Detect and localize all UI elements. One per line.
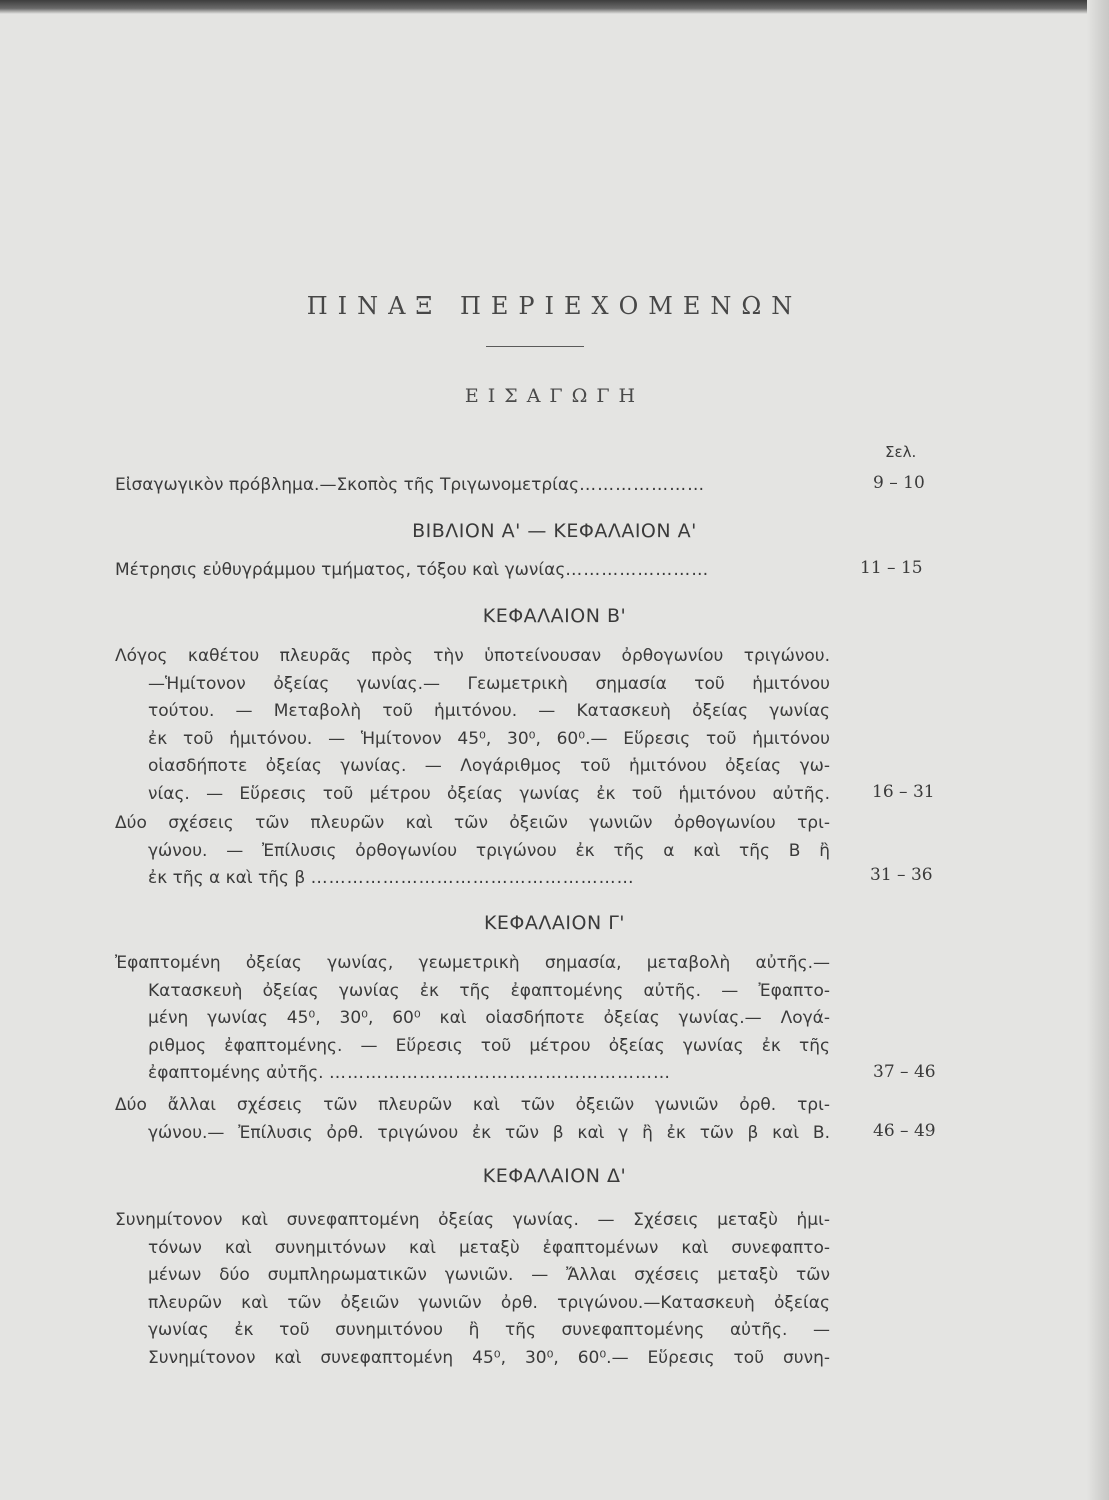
scan-edge-right	[1087, 0, 1109, 1500]
toc-entry-ch-c-1	[115, 950, 830, 1088]
toc-entry-line: ριθμος ἐφαπτομένης. — Εὕρεσις τοῦ μέτρου ὀξείας γωνίας ἐκ τῆς	[148, 1035, 830, 1056]
page-column-label: Σελ.	[885, 443, 917, 461]
toc-entry-line: —Ἡμίτονον ὀξείας γωνίας.— Γεωμετρικὴ σημασία τοῦ ἡμιτόνου	[148, 673, 830, 694]
toc-entry-line: Συνημίτονον καὶ συνεφαπτομένη ὀξείας γωνίας. — Σχέσεις μεταξὺ ἡμι-	[115, 1210, 830, 1230]
toc-entry-text: ἐφαπτομένης αὐτῆς.	[148, 1063, 324, 1083]
toc-entry-line: γώνου.— Ἐπίλυσις ὀρθ. τριγώνου ἐκ τῶν β καὶ γ ἢ ἐκ τῶν β καὶ Β.	[148, 1122, 830, 1143]
toc-entry-line: πλευρῶν καὶ τῶν ὀξειῶν γωνιῶν ὀρθ. τριγώνου.—Κατασκευὴ ὀξείας	[148, 1292, 830, 1313]
leader-dots: …………………	[579, 475, 706, 495]
toc-entry-line: Λόγος καθέτου πλευρᾶς πρὸς τὴν ὑποτείνουσαν ὀρθογωνίου τριγώνου.	[115, 646, 830, 666]
toc-entry-text: Εἰσαγωγικὸν πρόβλημα.—Σκοπὸς τῆς Τριγωνομετρίας	[115, 475, 580, 495]
toc-page-ref: 11 – 15	[860, 558, 923, 578]
toc-page-ref: 37 – 46	[873, 1062, 936, 1082]
scan-edge-top	[0, 0, 1109, 14]
toc-entry-ch-b-1	[115, 643, 830, 808]
toc-entry-ch-a	[115, 557, 830, 585]
leader-dots: ……………………	[565, 560, 710, 580]
toc-entry-line: οἱασδήποτε ὀξείας γωνίας. — Λογάριθμος τοῦ ἡμιτόνου ὀξείας γω-	[148, 756, 830, 776]
toc-entry-line: Ἐφαπτομένη ὀξείας γωνίας, γεωμετρικὴ σημασία, μεταβολὴ αὐτῆς.—	[115, 953, 830, 973]
toc-entry-text: Μέτρησις εὐθυγράμμου τμήματος, τόξου καὶ γωνίας	[115, 560, 566, 580]
chapter-heading-a: ΒΙΒΛΙΟΝ Α' — ΚΕΦΑΛΑΙΟΝ Α'	[412, 520, 697, 542]
toc-entry-ch-b-2	[115, 810, 830, 893]
toc-entry-ch-c-2	[115, 1092, 830, 1147]
toc-entry-line: τόνων καὶ συνημιτόνων καὶ μεταξὺ ἐφαπτομένων καὶ συνεφαπτο-	[148, 1237, 830, 1258]
toc-entry-line: Δύο ἄλλαι σχέσεις τῶν πλευρῶν καὶ τῶν ὀξειῶν γωνιῶν ὀρθ. τρι-	[115, 1095, 830, 1115]
toc-entry-line: γωνίας ἐκ τοῦ συνημιτόνου ἢ τῆς συνεφαπτομένης αὐτῆς. —	[148, 1320, 830, 1340]
chapter-heading-c: ΚΕΦΑΛΑΙΟΝ Γ'	[483, 912, 626, 934]
toc-entry-line: Συνημίτονον καὶ συνεφαπτομένη 45⁰, 30⁰, 60⁰.— Εὕρεσις τοῦ συνη-	[148, 1347, 830, 1368]
chapter-heading-d: ΚΕΦΑΛΑΙΟΝ Δ'	[482, 1165, 627, 1187]
chapter-heading-b: ΚΕΦΑΛΑΙΟΝ Β'	[482, 605, 627, 627]
toc-entry-line: τούτου. — Μεταβολὴ τοῦ ἡμιτόνου. — Κατασκευὴ ὀξείας γωνίας	[148, 701, 830, 721]
leader-dots: ………………………………………………	[310, 868, 635, 888]
leader-dots: …………………………………………………	[328, 1063, 671, 1083]
toc-entry-line: Δύο σχέσεις τῶν πλευρῶν καὶ τῶν ὀξειῶν γωνιῶν ὀρθογωνίου τρι-	[115, 813, 830, 833]
toc-entry-line: νίας. — Εὕρεσις τοῦ μέτρου ὀξείας γωνίας ἐκ τοῦ ἡμιτόνου αὐτῆς.	[148, 783, 830, 804]
title-divider	[486, 346, 584, 347]
page-title: ΠΙΝΑΞ ΠΕΡΙΕΧΟΜΕΝΩΝ	[306, 292, 803, 320]
toc-entry-line: ἐκ τοῦ ἡμιτόνου. — Ἡμίτονον 45⁰, 30⁰, 60⁰.— Εὕρεσις τοῦ ἡμιτόνου	[148, 728, 830, 749]
toc-entry-line: γώνου. — Ἐπίλυσις ὀρθογωνίου τριγώνου ἐκ τῆς α καὶ τῆς Β ἢ	[148, 840, 830, 861]
toc-entry-ch-d-1	[115, 1207, 830, 1372]
toc-page-ref: 46 – 49	[873, 1121, 936, 1141]
toc-entry-line: μένη γωνίας 45⁰, 30⁰, 60⁰ καὶ οἱασδήποτε ὀξείας γωνίας.— Λογά-	[148, 1008, 830, 1028]
toc-entry-text: ἐκ τῆς α καὶ τῆς β	[148, 868, 306, 888]
toc-page-ref: 31 – 36	[870, 865, 933, 885]
section-title-introduction: ΕΙΣΑΓΩΓΗ	[464, 385, 645, 407]
toc-entry-line: Κατασκευὴ ὀξείας γωνίας ἐκ τῆς ἐφαπτομένης αὐτῆς. — Ἐφαπτο-	[148, 980, 830, 1001]
toc-entry-intro	[115, 472, 830, 500]
toc-page-ref: 16 – 31	[872, 782, 935, 802]
toc-entry-line: μένων δύο συμπληρωματικῶν γωνιῶν. — Ἄλλαι σχέσεις μεταξὺ τῶν	[148, 1265, 830, 1285]
toc-page-ref: 9 – 10	[873, 473, 925, 493]
